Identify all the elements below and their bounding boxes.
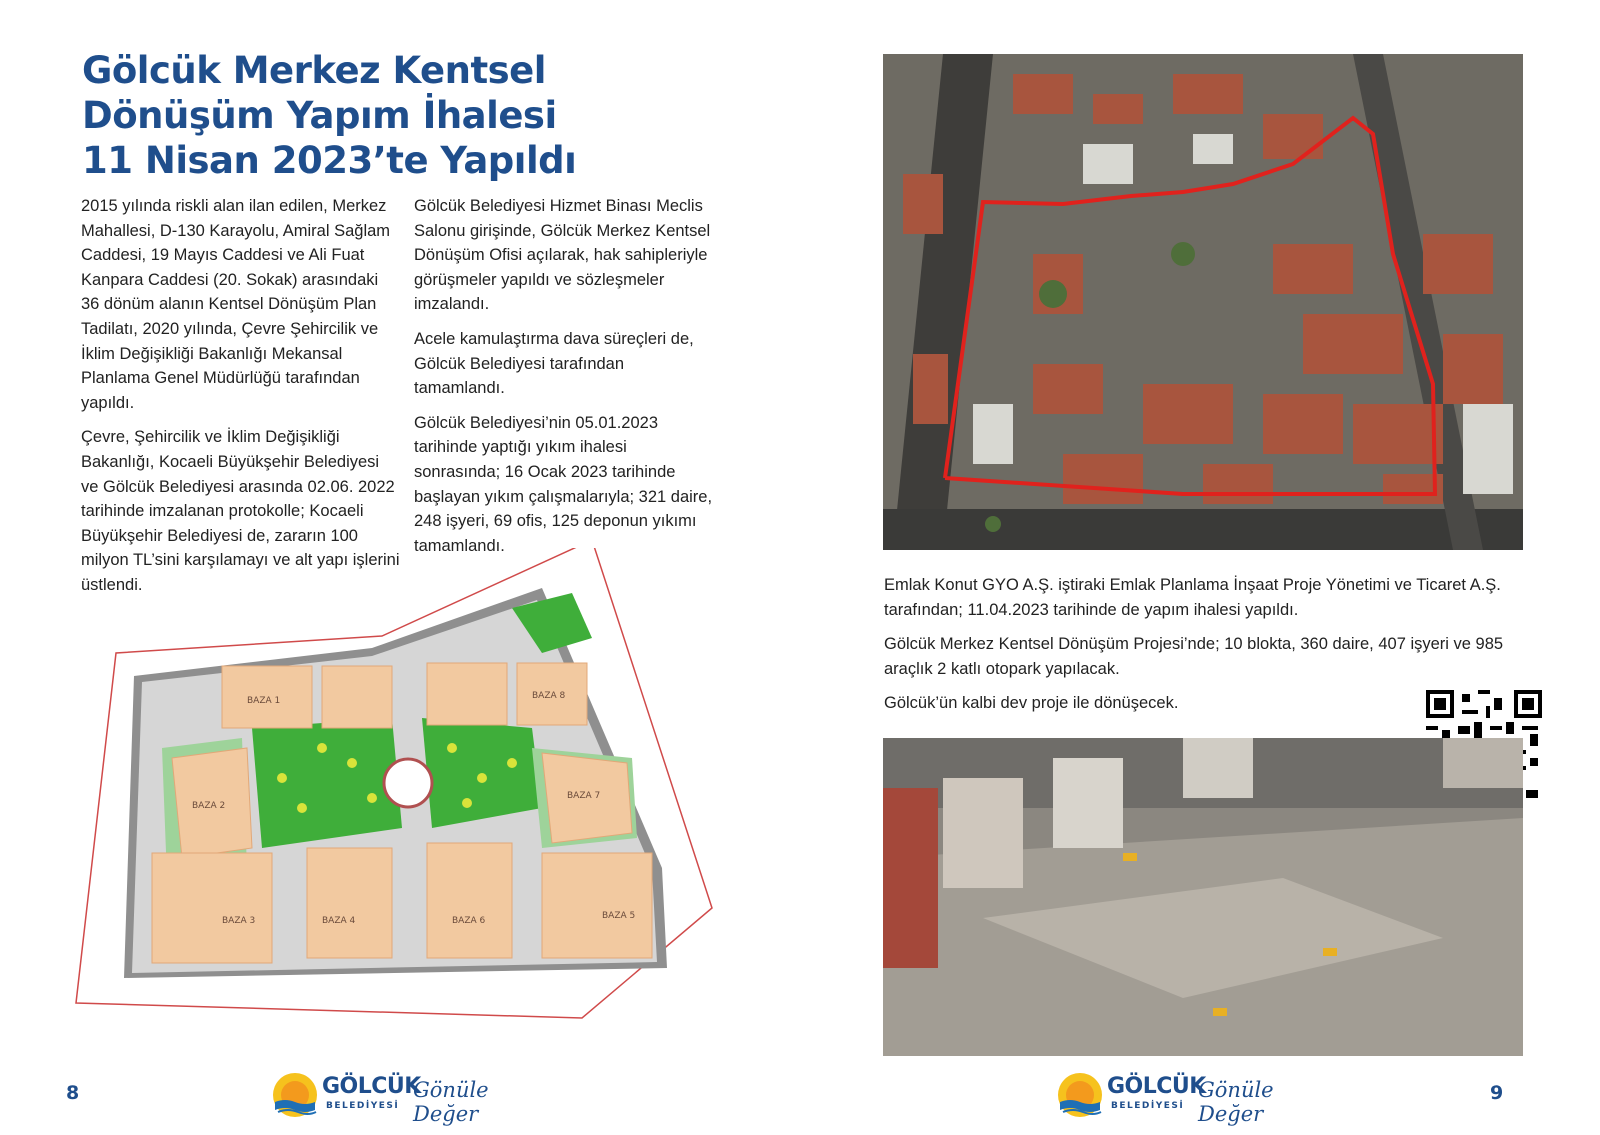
block-shape <box>307 848 392 958</box>
sun-logo-icon <box>1055 1070 1105 1120</box>
demolition-photo <box>883 738 1523 1056</box>
paragraph: Gölcük’ün kalbi dev proje ile dönüşecek. <box>884 694 1179 713</box>
sun-logo-icon <box>270 1070 320 1120</box>
title-line-3: 11 Nisan 2023’te Yapıldı <box>82 139 577 182</box>
plan-label: BAZA 6 <box>452 916 486 926</box>
logo-name: GÖLCÜK <box>1107 1074 1206 1099</box>
block-shape <box>427 843 512 958</box>
green-area <box>252 718 402 848</box>
paragraph: Acele kamulaştırma dava süreçleri de, Gölcük Belediyesi tarafından tamamlandı. <box>414 329 694 398</box>
paragraph: 2015 yılında riskli alan ilan edilen, Merkez Mahallesi, D-130 Karayolu, Amiral Sağlam Caddesi, 19 Mayıs Caddesi ve Ali Fuat Kanpara Caddesi (20. Sokak) arasındaki 36 dönüm alanın Kentsel Dönüşüm Plan Tadilatı, 2020 yılında, Çevre Şehircilik ve İklim Değişikliği Bakanlığı Mekansal Planlama Genel Müdürlüğü tarafından yapıldı. <box>81 197 391 412</box>
plan-label: BAZA 5 <box>602 911 636 921</box>
text-column-2 <box>414 194 714 568</box>
block-shape <box>152 853 272 963</box>
logo-name: GÖLCÜK <box>322 1074 421 1099</box>
plan-label: BAZA 7 <box>567 791 601 801</box>
paragraph: Emlak Konut GYO A.Ş. iştiraki Emlak Planlama İnşaat Proje Yönetimi ve Ticaret A.Ş. tarafından; 11.04.2023 tarihinde de yapım ihalesi yapıldı. <box>884 576 1501 619</box>
plan-label: BAZA 2 <box>192 801 226 811</box>
block-shape <box>322 666 392 728</box>
block-shape <box>427 663 507 725</box>
plan-label: BAZA 4 <box>322 916 356 926</box>
footer-logo <box>1055 1068 1325 1126</box>
site-plan-illustration <box>72 548 732 1038</box>
block-shape <box>542 853 652 958</box>
paragraph: Gölcük Belediyesi’nin 05.01.2023 tarihinde yaptığı yıkım ihalesi sonrasında; 16 Ocak 2023 tarihinde başlayan yıkım çalışmalarıyla; 321 daire, 248 işyeri, 69 ofis, 125 deponun yıkımı tamamlandı. <box>414 413 713 555</box>
right-page <box>800 0 1600 1135</box>
central-plaza <box>384 759 432 807</box>
paragraph: Gölcük Merkez Kentsel Dönüşüm Projesi’nde; 10 blokta, 360 daire, 407 işyeri ve 985 araçlık 2 katlı otopark yapılacak. <box>884 635 1504 678</box>
paragraph: Çevre, Şehircilik ve İklim Değişikliği Bakanlığı, Kocaeli Büyükşehir Belediyesi ve Gölcük Belediyesi arasında 02.06. 2022 tarihinde imzalanan protokolle; Kocaeli Büyükşehir Belediyesi de, zararın 100 milyon TL’sini karşılamayı ve alt yapı işlerini üstlendi. <box>81 428 400 594</box>
title-line-2: Dönüşüm Yapım İhalesi <box>82 94 557 137</box>
logo-slogan: Gönüle Değer <box>413 1078 489 1126</box>
page-title <box>82 48 642 183</box>
page-number: 9 <box>1490 1082 1504 1104</box>
logo-sub: BELEDİYESİ <box>1111 1101 1185 1111</box>
logo-slogan: Gönüle Değer <box>1198 1078 1274 1126</box>
text-column-1 <box>81 194 401 608</box>
plan-label: BAZA 1 <box>247 696 281 706</box>
plan-label: BAZA 8 <box>532 691 566 701</box>
logo-sub: BELEDİYESİ <box>326 1101 400 1111</box>
plan-label: BAZA 3 <box>222 916 256 926</box>
title-line-1: Gölcük Merkez Kentsel <box>82 49 546 92</box>
page-number: 8 <box>66 1082 80 1104</box>
aerial-photo <box>883 54 1523 550</box>
footer-logo <box>270 1068 540 1126</box>
paragraph: Gölcük Belediyesi Hizmet Binası Meclis Salonu girişinde, Gölcük Merkez Kentsel Dönüşüm Ofisi açılarak, hak sahipleriyle görüşmeler yapıldı ve sözleşmeler imzalandı. <box>414 197 711 314</box>
